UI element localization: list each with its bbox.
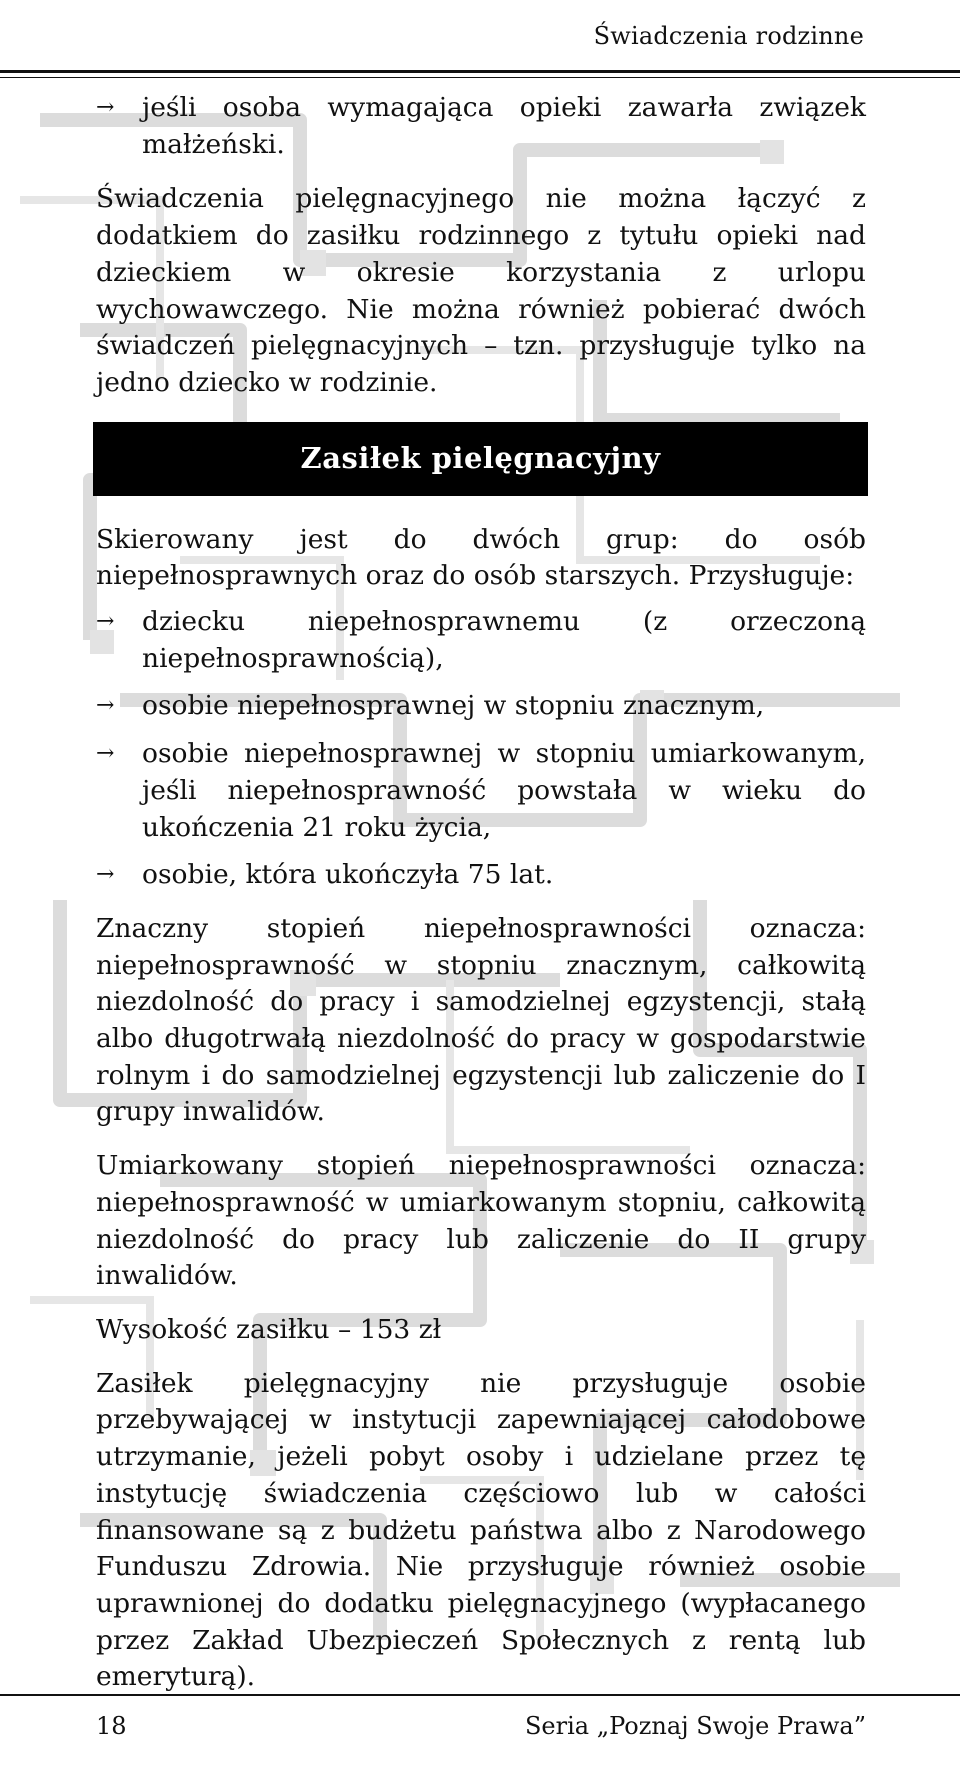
benefit-amount: Wysokość zasiłku – 153 zł (96, 1313, 442, 1345)
bullet-text: osobie, która ukończyła 75 lat. (142, 859, 554, 891)
series-title: Seria „Poznaj Swoje Prawa” (524, 1712, 866, 1740)
right-arrow-icon: → (96, 741, 115, 767)
paragraph-moderate-degree: Umiarkowany stopień niepełnosprawności oznacza: niepełnosprawność w umiarkowanym stopniu, całkowitą niezdolność do pracy lub zaliczenie do II grupy inwalidów. (96, 1150, 866, 1292)
right-arrow-icon: → (96, 609, 115, 635)
bullet-text: dziecku niepełnosprawnemu (z orzeczoną niepełnosprawnością), (142, 606, 866, 674)
bullet-text: osobie niepełnosprawnej w stopniu umiarkowanym, jeśli niepełnosprawność powstała w wieku do ukończenia 21 roku życia, (142, 738, 866, 843)
bullet-text: jeśli osoba wymagająca opieki zawarła związek małżeński. (142, 92, 866, 160)
header-rule-thin (0, 77, 960, 78)
eligibility-bullet (96, 604, 866, 677)
paragraph-significant-degree: Znaczny stopień niepełnosprawności oznacza: niepełnosprawność w stopniu znacznym, całkowitą niezdolność do pracy i samodzielnej egzystencji, stałą albo długotrwałą niezdolność do pracy w gospodarstwie rolnym i do samodzielnej egzystencji lub zaliczenie do I grupy inwalidów. (96, 912, 866, 1128)
page-number: 18 (96, 1712, 127, 1740)
bullet-text: osobie niepełnosprawnej w stopniu znacznym, (142, 690, 765, 722)
page-footer (96, 1712, 866, 1740)
intro-bullet (96, 90, 866, 163)
right-arrow-icon: → (96, 95, 115, 120)
paragraph-care-benefit: Świadczenia pielęgnacyjnego nie można łączyć z dodatkiem do zasiłku rodzinnego z tytułu opieki nad dzieckiem w okresie korzystania z urlopu wychowawczego. Nie można również pobierać dwóch świadczeń pielęgnacyjnych – tzn. przysługuje tylko na jedno dziecko w rodzinie. (96, 183, 866, 398)
right-arrow-icon: → (96, 693, 115, 719)
eligibility-bullet (96, 688, 866, 725)
eligibility-bullet (96, 857, 866, 894)
eligibility-bullet (96, 736, 866, 846)
running-header: Świadczenia rodzinne (593, 22, 864, 50)
section-heading (93, 422, 868, 496)
right-arrow-icon: → (96, 862, 115, 888)
page-content (96, 90, 866, 1713)
footer-rule (0, 1694, 960, 1696)
header-rule-thick (0, 70, 960, 73)
section-lead: Skierowany jest do dwóch grup: do osób niepełnosprawnych oraz do osób starszych. Przysługuje: (96, 523, 866, 592)
section-heading-text: Zasiłek pielęgnacyjny (300, 441, 661, 476)
paragraph-exclusions: Zasiłek pielęgnacyjny nie przysługuje osobie przebywającej w instytucji zapewniającej całodobowe utrzymanie, jeżeli pobyt osoby i udzielane przez tę instytucję świadczenia częściowo lub w całości finansowane są z budżetu państwa albo z Narodowego Funduszu Zdrowia. Nie przysługuje również osobie uprawnionej do dodatku pielęgnacyjnego (wypłacanego przez Zakład Ubezpieczeń Społecznych z rentą lub emeryturą). (96, 1367, 866, 1693)
